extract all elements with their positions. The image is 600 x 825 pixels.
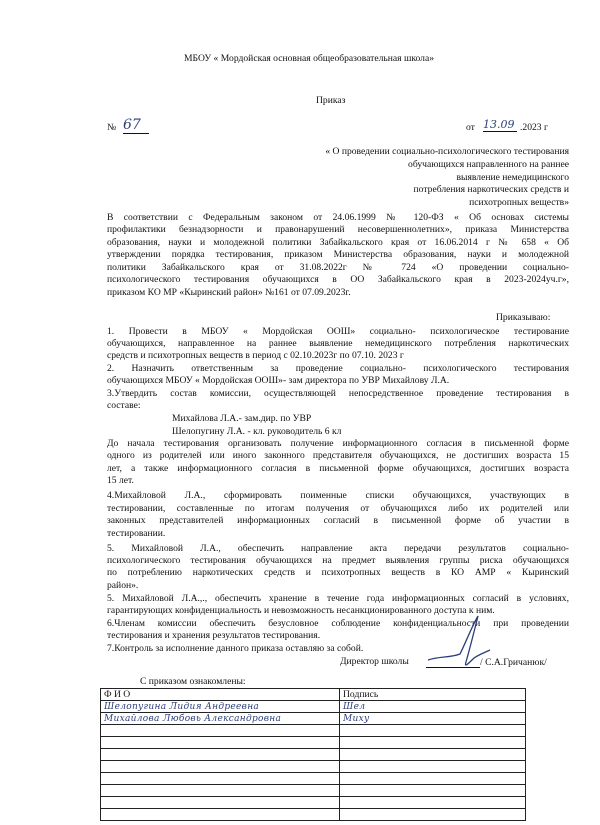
item-line: тестировании, составленные по итогам получения от обучающихся либо их родителей или bbox=[107, 503, 569, 514]
table-row-empty bbox=[101, 737, 526, 749]
item-line: лет, а также информационного согласия в письменной форме обучающихся, достигших возраста bbox=[107, 463, 569, 474]
item-line: гарантирующих конфиденциальность и невозможность несанкционированного доступа к ним. bbox=[107, 605, 495, 616]
item-line: 4.Михайловой Л.А., сформировать поименные списки обучающихся, участвующих в bbox=[107, 490, 569, 501]
column-header-sign: Подпись bbox=[340, 689, 526, 701]
item-line: по потреблению наркотических средств и психотропных веществ в КО АМР « Кыринский bbox=[107, 567, 569, 578]
item-line: район». bbox=[107, 580, 139, 591]
row-fio-handwritten: Шелопугина Лидия Андреевна bbox=[101, 701, 340, 713]
column-header-fio: Ф И О bbox=[101, 689, 340, 701]
item-line: психологического тестирования обучающихся на предмет выявления группы риска обучающихся bbox=[107, 555, 569, 566]
item-line: 2. Назначить ответственным за проведение социально- психологического тестирования bbox=[107, 363, 569, 374]
acquaint-table bbox=[100, 688, 526, 821]
commission-member: Михайлова Л.А.- зам.дир. по УВР bbox=[172, 413, 312, 424]
item-line: 15 лет. bbox=[107, 475, 134, 486]
order-number-handwritten: 67 bbox=[123, 117, 149, 134]
item-line: обучающихся МБОУ « Мордойская ООШ»- зам директора по УВР Михайлову Л.А. bbox=[107, 375, 450, 386]
item-line: До начала тестирования организовать получение информационного согласия в письменной форме bbox=[107, 438, 569, 449]
item-line: 5. Михайловой Л.А., обеспечить направление акта передачи результатов социально- bbox=[107, 543, 569, 554]
order-title: Приказ bbox=[316, 95, 346, 106]
item-line: законных представителей информационных согласий в письменной форме об участии в bbox=[107, 515, 569, 526]
commission-member: Шелопугину Л.А. - кл. руководитель 6 кл bbox=[172, 426, 342, 437]
subject-line: психотропных веществ» bbox=[469, 197, 569, 208]
order-date-suffix: .2023 г bbox=[520, 122, 548, 133]
table-row bbox=[101, 713, 526, 725]
table-row-empty bbox=[101, 773, 526, 785]
subject-line: « О проведении социально-психологического тестирования bbox=[325, 146, 569, 157]
item-line: 6.Членам комиссии обеспечить безусловное соблюдение конфиденциальности при проведении bbox=[107, 618, 569, 629]
subject-line: выявление немедицинского bbox=[456, 172, 569, 183]
item-line: тестировании. bbox=[107, 528, 166, 539]
item-line: 5. Михайловой Л.А.,., обеспечить хранение в течение года информационных согласий в условиях, bbox=[107, 593, 569, 604]
item-line: средств и психотропных веществ в период с 02.10.2023г по 07.10. 2023 г bbox=[107, 350, 404, 361]
table-row-empty bbox=[101, 785, 526, 797]
table-row-empty bbox=[101, 749, 526, 761]
subject-line: обучающихся направленного на раннее bbox=[408, 159, 569, 170]
preamble-line: психологического тестирования обучающихся в ОО Забайкальского края в 2023-2024уч.г», bbox=[107, 274, 569, 285]
signature-name: / С.А.Гричанюк/ bbox=[480, 657, 547, 668]
preamble-line: приказом КО МР «Кыринский район» №161 от 07.09.2023г. bbox=[107, 287, 351, 298]
row-sign-handwritten: Шел bbox=[340, 701, 526, 713]
item-line: 1. Провести в МБОУ « Мордойская ООШ» социально- психологическое тестирование bbox=[107, 326, 569, 337]
table-row-empty bbox=[101, 725, 526, 737]
order-number-label: № bbox=[107, 122, 117, 133]
order-word: Приказываю: bbox=[496, 312, 551, 323]
order-date-handwritten: 13.09 bbox=[483, 118, 517, 132]
table-row-empty bbox=[101, 809, 526, 821]
acquaint-title: С приказом ознакомлены: bbox=[140, 676, 246, 687]
row-sign-handwritten: Миху bbox=[340, 713, 526, 725]
subject-line: потребления наркотических средств и bbox=[413, 184, 569, 195]
item-line: обучающихся, направленное на раннее выявление немедицинского потребления наркотических bbox=[107, 338, 569, 349]
item-line: одного из родителей или иного законного представителя обучающихся, не достигших возраста 15 bbox=[107, 450, 569, 461]
table-header-row bbox=[101, 689, 526, 701]
preamble-line: утверждении порядка тестирования, приказом Министерства образования, науки и молодежной bbox=[107, 249, 569, 260]
item-line: 3.Утвердить состав комиссии, осуществляющей непосредственное проведение тестирования в bbox=[107, 388, 569, 399]
signature-position: Директор школы bbox=[340, 656, 409, 667]
table-row bbox=[101, 701, 526, 713]
signature-line bbox=[426, 667, 480, 668]
item-line: 7.Контроль за исполнение данного приказа оставляю за собой. bbox=[107, 643, 364, 654]
order-date-prefix: от bbox=[466, 122, 475, 133]
preamble-line: политики Забайкальского края от 31.08.2022г № 724 «О проведении социально- bbox=[107, 262, 569, 273]
preamble-line: образования, науки и молодежной политики Забайкальского края от 16.06.2014 г № 658 « Об bbox=[107, 237, 569, 248]
row-fio-handwritten: Михайлова Любовь Александровна bbox=[101, 713, 340, 725]
table-row-empty bbox=[101, 797, 526, 809]
school-header: МБОУ « Мордойская основная общеобразовательная школа» bbox=[184, 53, 435, 64]
item-line: тестирования и хранения результатов тестирования. bbox=[107, 630, 321, 641]
item-line: составе: bbox=[107, 400, 141, 411]
table-row-empty bbox=[101, 761, 526, 773]
preamble-line: В соответствии с Федеральным законом от 24.06.1999 № 120-ФЗ « Об основах системы bbox=[107, 212, 569, 223]
preamble-line: профилактики безнадзорности и правонарушений несовершеннолетних», приказа Министерства bbox=[107, 224, 569, 235]
